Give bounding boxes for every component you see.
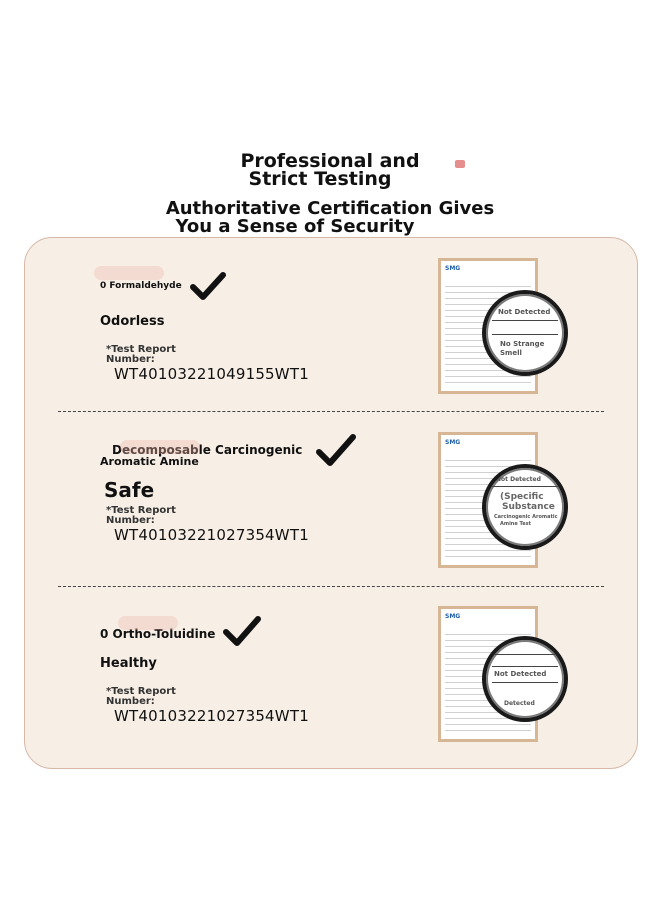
item-name-text: 0 Formaldehyde — [100, 281, 182, 291]
dashed-divider-1 — [58, 411, 604, 412]
subtitle — [0, 200, 660, 236]
report-logo: SMG — [445, 265, 461, 272]
magnifier-3: Not Detected Detected — [482, 636, 568, 722]
highlight-smudge — [120, 440, 200, 454]
checkmark-icon — [190, 272, 226, 300]
main-title-line1: Professional and — [240, 150, 420, 172]
highlight-smudge — [118, 616, 178, 630]
magnifier-1: Not Detected No Strange Smell — [482, 290, 568, 376]
report-label: *Test Report Number: — [106, 505, 176, 526]
subtitle-line2: You a Sense of Security — [175, 216, 415, 237]
test-item-ortho-toluidine — [100, 622, 309, 725]
report-number: WT40103221027354WT1 — [114, 707, 309, 725]
checkmark-icon — [316, 434, 356, 466]
test-item-formaldehyde — [100, 272, 309, 383]
decorative-mark — [455, 160, 465, 168]
report-label: *Test Report Number: — [106, 686, 176, 707]
main-title-line2: Strict Testing — [248, 168, 392, 190]
report-logo: SMG — [445, 439, 461, 446]
checkmark-icon — [223, 616, 261, 646]
item-status: Safe — [104, 478, 155, 502]
item-name-text: 0 Ortho-Toluidine — [100, 627, 216, 641]
report-number: WT40103221027354WT1 — [114, 526, 309, 544]
magnifier-2: Not Detected (Specific Substance Carcinogenic Aromatic Amine Test — [482, 464, 568, 550]
dashed-divider-2 — [58, 586, 604, 587]
highlight-smudge — [94, 266, 164, 280]
subtitle-line1: Authoritative Certification Gives — [165, 198, 495, 219]
main-title — [0, 152, 660, 188]
report-label: *Test Report Number: — [106, 344, 176, 365]
item-name-text: Decomposable Carcinogenic Aromatic Amine — [100, 443, 303, 468]
report-logo: SMG — [445, 613, 461, 620]
test-item-aromatic-amine — [100, 444, 356, 544]
item-status: Odorless — [100, 314, 165, 329]
report-number: WT40103221049155WT1 — [114, 365, 309, 383]
item-status: Healthy — [100, 656, 157, 671]
